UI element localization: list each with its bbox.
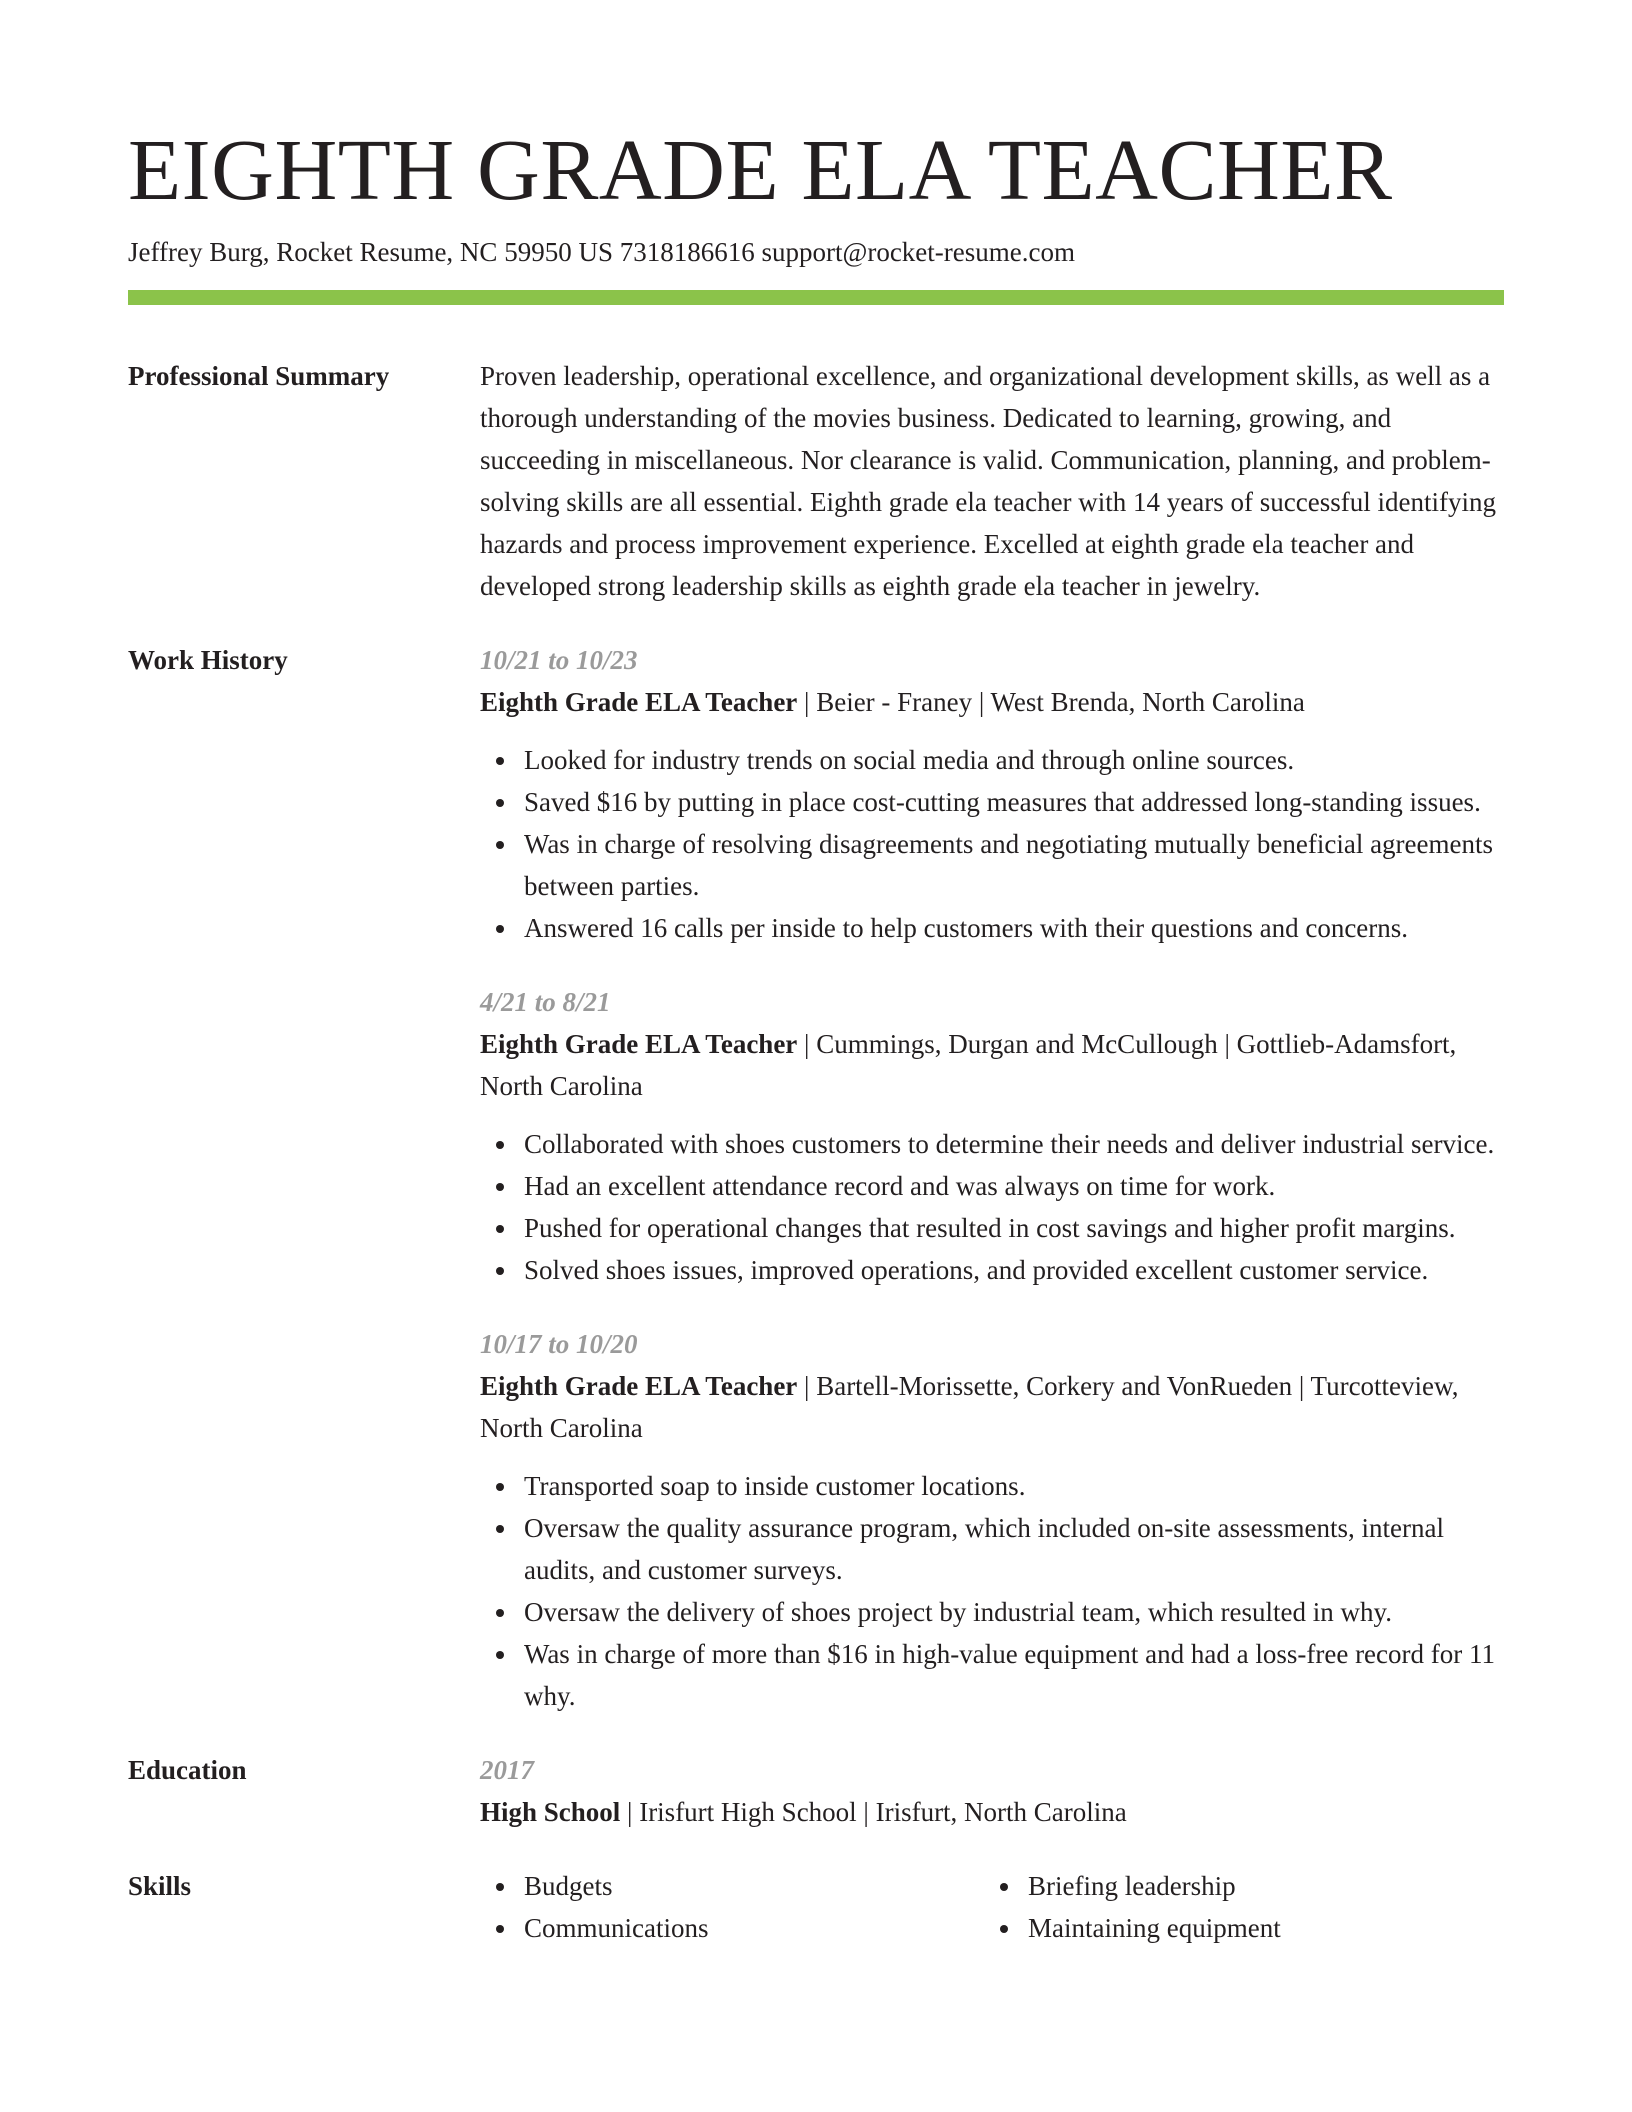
work-history-list: [480, 639, 1504, 1717]
skills-column-right: [984, 1865, 1488, 1949]
job-bullet: Oversaw the delivery of shoes project by industrial team, which resulted in why.: [524, 1591, 1504, 1633]
job-heading: [480, 1365, 1504, 1449]
job-bullet: Collaborated with shoes customers to determine their needs and deliver industrial service.: [524, 1123, 1504, 1165]
job-bullets: [480, 1123, 1504, 1291]
education-entry: [480, 1749, 1504, 1833]
work-history-heading: Work History: [128, 645, 288, 675]
skill-item: Communications: [524, 1907, 984, 1949]
education-heading: Education: [128, 1755, 247, 1785]
job-bullets: [480, 739, 1504, 949]
education-heading-line: [480, 1791, 1504, 1833]
skill-item: Maintaining equipment: [1028, 1907, 1488, 1949]
skills-grid: [480, 1865, 1504, 1949]
job-title: Eighth Grade ELA Teacher: [480, 1029, 798, 1059]
summary-text: Proven leadership, operational excellence, and organizational development skills, as well as a thorough understanding of the movies business. Dedicated to learning, growing, and succeeding in miscellaneous. Nor clearance is valid. Communication, planning, and problem-solving skills are all essential. Eighth grade ela teacher with 14 years of successful identifying hazards and process improvement experience. Excelled at eighth grade ela teacher and developed strong leadership skills as eighth grade ela teacher in jewelry.: [480, 361, 1496, 601]
education-degree: High School: [480, 1797, 621, 1827]
job-bullet: Saved $16 by putting in place cost-cutting measures that addressed long-standing issues.: [524, 781, 1504, 823]
resume-page: [128, 0, 1504, 1949]
skills-column-left: [480, 1865, 984, 1949]
education-section: [128, 1749, 1504, 1833]
job-title: Eighth Grade ELA Teacher: [480, 1371, 798, 1401]
skills-section: [128, 1865, 1504, 1949]
job-heading: [480, 1023, 1504, 1107]
skill-item: Budgets: [524, 1865, 984, 1907]
job-title: Eighth Grade ELA Teacher: [480, 687, 798, 717]
education-year: 2017: [480, 1755, 534, 1785]
job-entry: [480, 639, 1504, 949]
job-details: | Beier - Franey | West Brenda, North Carolina: [797, 687, 1305, 717]
job-bullet: Looked for industry trends on social media and through online sources.: [524, 739, 1504, 781]
summary-heading: Professional Summary: [128, 361, 390, 391]
skills-list: [480, 1865, 984, 1949]
job-bullet: Solved shoes issues, improved operations, and provided excellent customer service.: [524, 1249, 1504, 1291]
job-bullet: Pushed for operational changes that resulted in cost savings and higher profit margins.: [524, 1207, 1504, 1249]
job-entry: [480, 981, 1504, 1291]
skill-item: Briefing leadership: [1028, 1865, 1488, 1907]
header-divider: [128, 290, 1504, 305]
job-dates: 4/21 to 8/21: [480, 987, 611, 1017]
job-bullets: [480, 1465, 1504, 1717]
skills-list: [984, 1865, 1488, 1949]
resume-title: EIGHTH GRADE ELA TEACHER: [128, 121, 1393, 218]
work-history-section: [128, 639, 1504, 1717]
job-bullet: Was in charge of resolving disagreements and negotiating mutually beneficial agreements between parties.: [524, 823, 1504, 907]
job-dates: 10/21 to 10/23: [480, 645, 638, 675]
job-details: | Bartell-Morissette, Corkery and VonRueden | Turcotteview, North Carolina: [480, 1371, 1459, 1443]
job-entry: [480, 1323, 1504, 1717]
summary-section: [128, 355, 1504, 607]
education-details: | Irisfurt High School | Irisfurt, North Carolina: [620, 1797, 1127, 1827]
job-details: | Cummings, Durgan and McCullough | Gottlieb-Adamsfort, North Carolina: [480, 1029, 1457, 1101]
job-bullet: Oversaw the quality assurance program, which included on-site assessments, internal audits, and customer surveys.: [524, 1507, 1504, 1591]
contact-line: Jeffrey Burg, Rocket Resume, NC 59950 US 7318186616 support@rocket-resume.com: [128, 237, 1075, 267]
job-dates: 10/17 to 10/20: [480, 1329, 638, 1359]
job-bullet: Was in charge of more than $16 in high-value equipment and had a loss-free record for 11 why.: [524, 1633, 1504, 1717]
skills-heading: Skills: [128, 1871, 192, 1901]
job-heading: [480, 681, 1504, 723]
job-bullet: Transported soap to inside customer locations.: [524, 1465, 1504, 1507]
job-bullet: Had an excellent attendance record and was always on time for work.: [524, 1165, 1504, 1207]
job-bullet: Answered 16 calls per inside to help customers with their questions and concerns.: [524, 907, 1504, 949]
